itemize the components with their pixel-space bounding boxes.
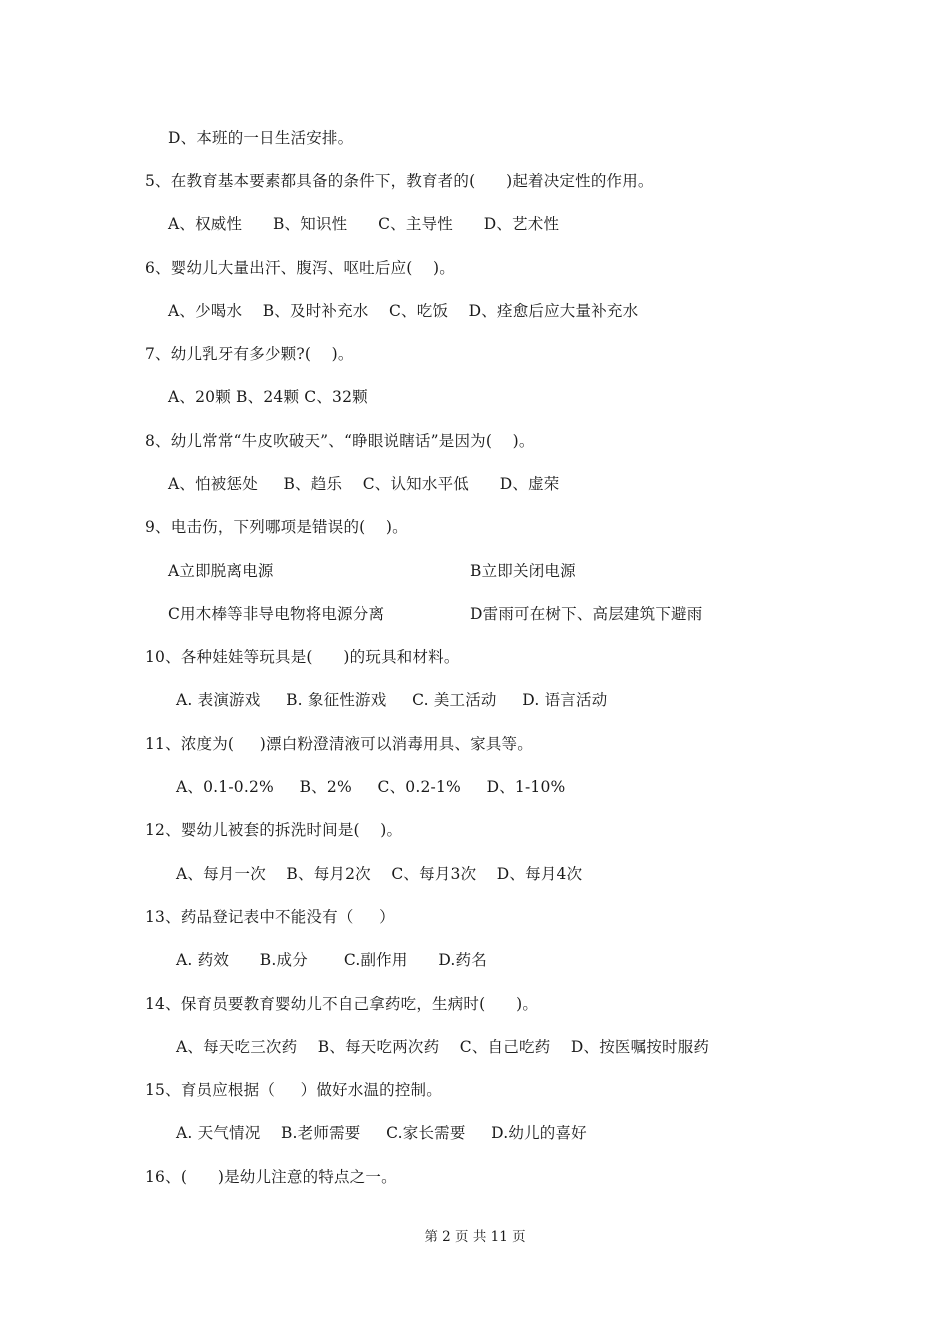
question-6: 6、婴幼儿大量出汗、腹泻、呕吐后应( )。 [145, 259, 455, 277]
question-8: 8、幼儿常常“牛皮吹破天”、“睁眼说瞎话”是因为( )。 [145, 432, 535, 450]
option-q9-d: D雷雨可在树下、高层建筑下避雨 [470, 605, 703, 623]
question-9: 9、电击伤，下列哪项是错误的( )。 [145, 518, 408, 536]
question-5: 5、在教育基本要素都具备的条件下，教育者的( )起着决定性的作用。 [145, 172, 654, 190]
options-q13: A. 药效 B.成分 C.副作用 D.药名 [176, 951, 487, 969]
options-q6: A、少喝水 B、及时补充水 C、吃饭 D、痊愈后应大量补充水 [168, 302, 639, 320]
option-q9-c: C用木棒等非导电物将电源分离 [168, 605, 385, 623]
options-q7: A、20颗 B、24颗 C、32颗 [168, 388, 368, 406]
question-11: 11、浓度为( )漂白粉澄清液可以消毒用具、家具等。 [145, 735, 533, 753]
option-line-q4-d: D、本班的一日生活安排。 [168, 129, 354, 147]
question-14: 14、保育员要教育婴幼儿不自己拿药吃，生病时( )。 [145, 995, 539, 1013]
options-q14: A、每天吃三次药 B、每天吃两次药 C、自己吃药 D、按医嘱按时服药 [176, 1038, 710, 1056]
question-12: 12、婴幼儿被套的拆洗时间是( )。 [145, 821, 403, 839]
options-q8: A、怕被惩处 B、趋乐 C、认知水平低 D、虚荣 [168, 475, 560, 493]
option-q9-b: B立即关闭电源 [470, 562, 576, 580]
options-q15: A. 天气情况 B.老师需要 C.家长需要 D.幼儿的喜好 [176, 1124, 587, 1142]
option-q9-a: A立即脱离电源 [168, 562, 274, 580]
question-10: 10、各种娃娃等玩具是( )的玩具和材料。 [145, 648, 460, 666]
question-15: 15、育员应根据（ ）做好水温的控制。 [145, 1081, 442, 1099]
question-7: 7、幼儿乳牙有多少颗?( )。 [145, 345, 354, 363]
options-q10: A. 表演游戏 B. 象征性游戏 C. 美工活动 D. 语言活动 [176, 691, 608, 709]
question-16: 16、( )是幼儿注意的特点之一。 [145, 1168, 397, 1186]
options-q5: A、权威性 B、知识性 C、主导性 D、艺术性 [168, 215, 560, 233]
options-q12: A、每月一次 B、每月2次 C、每月3次 D、每月4次 [176, 865, 583, 883]
question-13: 13、药品登记表中不能没有（ ） [145, 908, 395, 926]
page-footer: 第 2 页 共 11 页 [424, 1229, 526, 1245]
options-q11: A、0.1-0.2% B、2% C、0.2-1% D、1-10% [176, 778, 566, 796]
